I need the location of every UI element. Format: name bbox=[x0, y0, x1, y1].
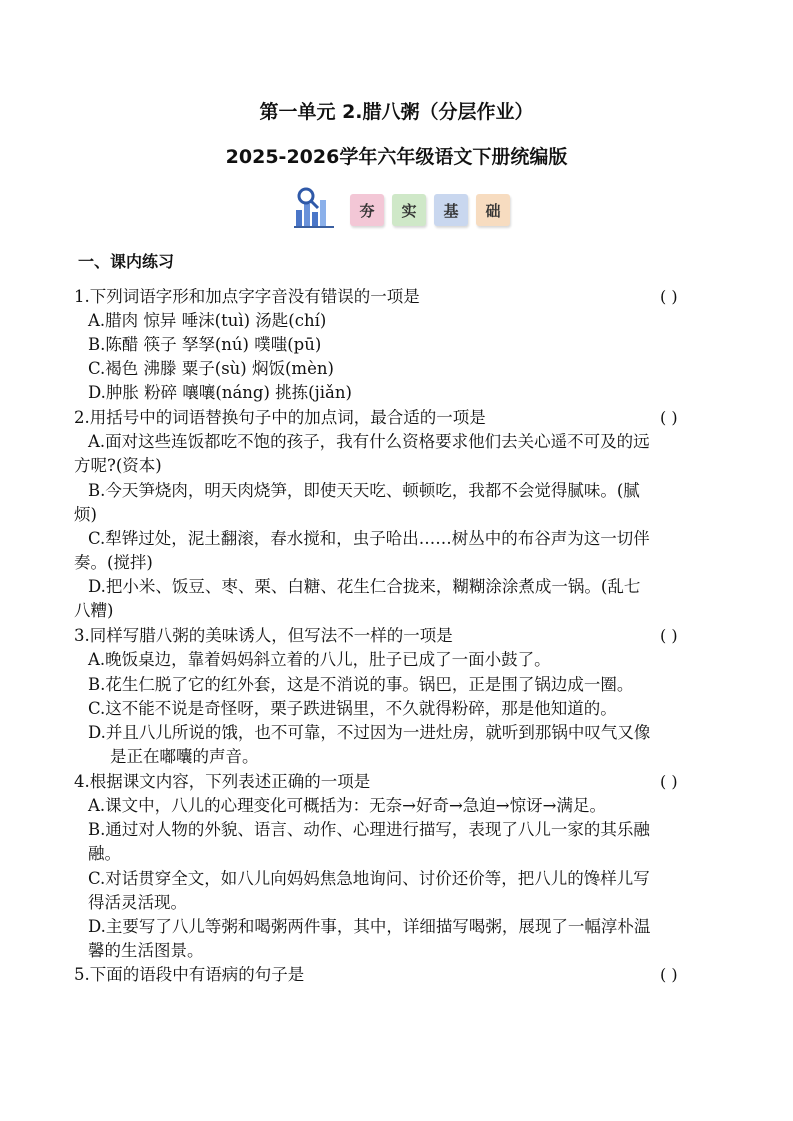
question-stem: 4.根据课文内容，下列表述正确的一项是 bbox=[74, 772, 371, 791]
option-line: 是正在嘟囔的声音。 bbox=[110, 747, 259, 766]
option-line: C.褐色 沸滕 粟子(sù) 焖饭(mèn) bbox=[88, 359, 334, 378]
option-line: A.晚饭桌边，靠着妈妈斜立着的八儿，肚子已成了一面小鼓了。 bbox=[88, 650, 551, 669]
question-stem: 5.下面的语段中有语病的句子是 bbox=[74, 965, 305, 984]
page-subtitle: 2025-2026学年六年级语文下册统编版 bbox=[225, 146, 568, 168]
option-line: 馨的生活图景。 bbox=[88, 941, 204, 960]
option-line: B.通过对人物的外貌、语言、动作、心理进行描写，表现了八儿一家的其乐融 bbox=[88, 820, 650, 839]
page-title: 第一单元 2.腊八粥（分层作业） bbox=[259, 101, 534, 123]
option-line: B.花生仁脱了它的红外套，这是不消说的事。锅巴，正是围了锅边成一圈。 bbox=[88, 675, 634, 694]
option-line: 方呢?(资本) bbox=[74, 456, 162, 475]
option-line: 奏。(搅拌) bbox=[74, 553, 153, 572]
option-line: D.肿胀 粉碎 嚷嚷(náng) 挑拣(jiǎn) bbox=[88, 383, 352, 402]
option-line: D.把小米、饭豆、枣、栗、白糖、花生仁合拢来，糊糊涂涂煮成一锅。(乱七 bbox=[88, 577, 641, 596]
banner-tile: 础 bbox=[476, 194, 510, 226]
answer-blank[interactable]: ( ) bbox=[660, 626, 678, 645]
section-banner bbox=[292, 186, 522, 230]
magnifier-chart-icon bbox=[292, 186, 340, 230]
answer-blank[interactable]: ( ) bbox=[660, 772, 678, 791]
option-line: B.今天笋烧肉，明天肉烧笋，即使天天吃、顿顿吃，我都不会觉得腻味。(腻 bbox=[88, 481, 640, 500]
question-stem: 3.同样写腊八粥的美味诱人，但写法不一样的一项是 bbox=[74, 626, 453, 645]
option-line: 八糟) bbox=[74, 601, 114, 620]
question-stem: 2.用括号中的词语替换句子中的加点词，最合适的一项是 bbox=[74, 408, 486, 427]
option-line: D.主要写了八儿等粥和喝粥两件事，其中，详细描写喝粥，展现了一幅淳朴温 bbox=[88, 917, 651, 936]
option-line: C.犁铧过处，泥土翻滚，春水搅和，虫子哈出……树丛中的布谷声为这一切伴 bbox=[88, 529, 650, 548]
option-line: C.对话贯穿全文，如八儿向妈妈焦急地询问、讨价还价等，把八儿的馋样儿写 bbox=[88, 869, 650, 888]
option-line: 得活灵活现。 bbox=[88, 893, 187, 912]
option-line: 烦) bbox=[74, 505, 97, 524]
section-heading: 一、课内练习 bbox=[78, 252, 175, 271]
option-line: B.陈醋 筷子 孥孥(nú) 噗嗤(pū) bbox=[88, 335, 322, 354]
answer-blank[interactable]: ( ) bbox=[660, 287, 678, 306]
option-line: C.这不能不说是奇怪呀，栗子跌进锅里，不久就得粉碎，那是他知道的。 bbox=[88, 699, 617, 718]
option-line: D.并且八儿所说的饿，也不可靠，不过因为一进灶房，就听到那锅中叹气又像 bbox=[88, 723, 651, 742]
banner-tile: 实 bbox=[392, 194, 426, 226]
option-line: A.面对这些连饭都吃不饱的孩子，我有什么资格要求他们去关心遥不可及的远 bbox=[88, 432, 650, 451]
option-line: A.课文中，八儿的心理变化可概括为：无奈→好奇→急迫→惊讶→满足。 bbox=[88, 796, 606, 815]
answer-blank[interactable]: ( ) bbox=[660, 965, 678, 984]
banner-tile: 夯 bbox=[350, 194, 384, 226]
option-line: 融。 bbox=[88, 844, 121, 863]
option-line: A.腊肉 惊异 唾沫(tuì) 汤匙(chí) bbox=[88, 311, 327, 330]
banner-tile: 基 bbox=[434, 194, 468, 226]
answer-blank[interactable]: ( ) bbox=[660, 408, 678, 427]
question-stem: 1.下列词语字形和加点字字音没有错误的一项是 bbox=[74, 287, 420, 306]
